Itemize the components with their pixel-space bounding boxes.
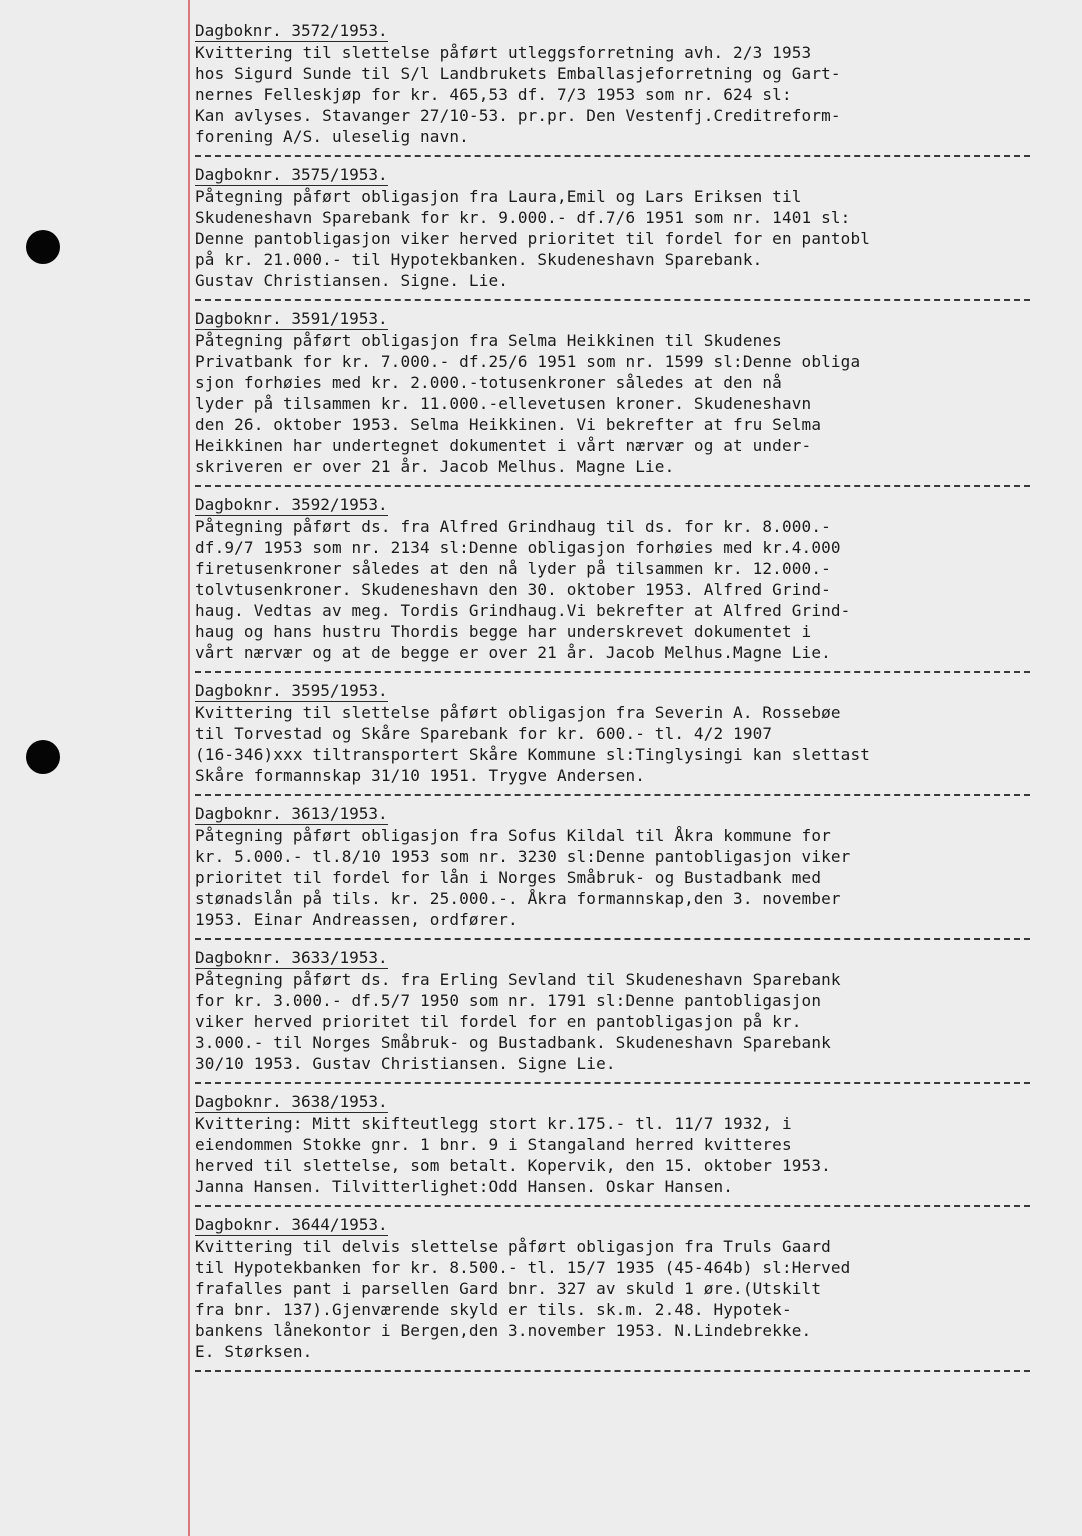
entry-text-line: herved til slettelse, som betalt. Kopervik, den 15. oktober 1953. xyxy=(195,1156,831,1175)
register-entry xyxy=(195,164,1055,308)
entry-separator xyxy=(195,1362,1055,1379)
register-entry xyxy=(195,1214,1055,1379)
entry-heading: Dagboknr. 3591/1953. xyxy=(195,309,388,328)
dashed-divider xyxy=(195,794,1030,796)
entry-separator xyxy=(195,1074,1055,1091)
register-entry xyxy=(195,308,1055,494)
entry-text-line: bankens lånekontor i Bergen,den 3.november 1953. N.Lindebrekke. xyxy=(195,1321,812,1340)
entry-text-line: firetusenkroner således at den nå lyder på tilsammen kr. 12.000.- xyxy=(195,559,831,578)
entry-text-line: Kan avlyses. Stavanger 27/10-53. pr.pr. Den Vestenfj.Creditreform- xyxy=(195,106,841,125)
entry-text-line: til Torvestad og Skåre Sparebank for kr. 600.- tl. 4/2 1907 xyxy=(195,724,773,743)
entry-separator xyxy=(195,786,1055,803)
dashed-divider xyxy=(195,299,1030,301)
entry-text-line: 1953. Einar Andreassen, ordfører. xyxy=(195,910,518,929)
entry-list xyxy=(195,20,1055,1379)
entry-text-line: for kr. 3.000.- df.5/7 1950 som nr. 1791 sl:Denne pantobligasjon xyxy=(195,991,822,1010)
entry-separator xyxy=(195,291,1055,308)
entry-heading: Dagboknr. 3595/1953. xyxy=(195,681,388,700)
entry-text-line: frafalles pant i parsellen Gard bnr. 327 av skuld 1 øre.(Utskilt xyxy=(195,1279,822,1298)
entry-text-line: Janna Hansen. Tilvitterlighet:Odd Hansen. Oskar Hansen. xyxy=(195,1177,734,1196)
entry-text-line: Kvittering til slettelse påført utleggsforretning avh. 2/3 1953 xyxy=(195,43,812,62)
register-entry xyxy=(195,803,1055,947)
entry-text-line: Heikkinen har undertegnet dokumentet i vårt nærvær og at under- xyxy=(195,436,812,455)
entry-text-line: (16-346)xxx tiltransportert Skåre Kommune sl:Tinglysingi kan slettast xyxy=(195,745,871,764)
entry-text-line: vårt nærvær og at de begge er over 21 år. Jacob Melhus.Magne Lie. xyxy=(195,643,831,662)
dashed-divider xyxy=(195,1082,1030,1084)
entry-text-line: haug og hans hustru Thordis begge har underskrevet dokumentet i xyxy=(195,622,812,641)
entry-heading: Dagboknr. 3613/1953. xyxy=(195,804,388,823)
margin-rule xyxy=(188,0,190,1536)
entry-text-line: lyder på tilsammen kr. 11.000.-ellevetusen kroner. Skudeneshavn xyxy=(195,394,812,413)
entry-separator xyxy=(195,1197,1055,1214)
entry-heading: Dagboknr. 3575/1953. xyxy=(195,165,388,184)
entry-text-line: hos Sigurd Sunde til S/l Landbrukets Emballasjeforretning og Gart- xyxy=(195,64,841,83)
entry-text-line: fra bnr. 137).Gjenværende skyld er tils. sk.m. 2.48. Hypotek- xyxy=(195,1300,792,1319)
entry-text-line: Påtegning påført ds. fra Erling Sevland til Skudeneshavn Sparebank xyxy=(195,970,841,989)
entry-text-line: Denne pantobligasjon viker herved prioritet til fordel for en pantobl xyxy=(195,229,871,248)
entry-text-line: tolvtusenkroner. Skudeneshavn den 30. oktober 1953. Alfred Grind- xyxy=(195,580,831,599)
dashed-divider xyxy=(195,671,1030,673)
entry-heading: Dagboknr. 3644/1953. xyxy=(195,1215,388,1234)
entry-text-line: Kvittering til delvis slettelse påført obligasjon fra Truls Gaard xyxy=(195,1237,831,1256)
entry-text-line: Påtegning påført ds. fra Alfred Grindhaug til ds. for kr. 8.000.- xyxy=(195,517,831,536)
dashed-divider xyxy=(195,1370,1030,1372)
punch-hole-bottom xyxy=(26,740,60,774)
entry-heading: Dagboknr. 3638/1953. xyxy=(195,1092,388,1111)
entry-text-line: på kr. 21.000.- til Hypotekbanken. Skudeneshavn Sparebank. xyxy=(195,250,763,269)
entry-text-line: skriveren er over 21 år. Jacob Melhus. Magne Lie. xyxy=(195,457,675,476)
entry-text-line: Påtegning påført obligasjon fra Laura,Emil og Lars Eriksen til xyxy=(195,187,802,206)
entry-separator xyxy=(195,147,1055,164)
dashed-divider xyxy=(195,938,1030,940)
entry-text-line: 30/10 1953. Gustav Christiansen. Signe Lie. xyxy=(195,1054,616,1073)
entry-text-line: eiendommen Stokke gnr. 1 bnr. 9 i Stangaland herred kvitteres xyxy=(195,1135,792,1154)
dashed-divider xyxy=(195,485,1030,487)
entry-heading: Dagboknr. 3572/1953. xyxy=(195,21,388,40)
entry-text-line: haug. Vedtas av meg. Tordis Grindhaug.Vi bekrefter at Alfred Grind- xyxy=(195,601,851,620)
entry-text-line: Skåre formannskap 31/10 1951. Trygve Andersen. xyxy=(195,766,646,785)
entry-heading: Dagboknr. 3592/1953. xyxy=(195,495,388,514)
register-entry xyxy=(195,947,1055,1091)
entry-text-line: Gustav Christiansen. Signe. Lie. xyxy=(195,271,509,290)
entry-text-line: forening A/S. uleselig navn. xyxy=(195,127,469,146)
entry-text-line: Kvittering: Mitt skifteutlegg stort kr.175.- tl. 11/7 1932, i xyxy=(195,1114,792,1133)
entry-heading: Dagboknr. 3633/1953. xyxy=(195,948,388,967)
entry-text-line: sjon forhøies med kr. 2.000.-totusenkroner således at den nå xyxy=(195,373,782,392)
entry-text-line: Privatbank for kr. 7.000.- df.25/6 1951 som nr. 1599 sl:Denne obliga xyxy=(195,352,861,371)
entry-separator xyxy=(195,930,1055,947)
punch-hole-top xyxy=(26,230,60,264)
dashed-divider xyxy=(195,1205,1030,1207)
entry-text-line: Skudeneshavn Sparebank for kr. 9.000.- df.7/6 1951 som nr. 1401 sl: xyxy=(195,208,851,227)
register-entry xyxy=(195,20,1055,164)
register-entry xyxy=(195,494,1055,680)
entry-text-line: E. Størksen. xyxy=(195,1342,313,1361)
entry-text-line: 3.000.- til Norges Småbruk- og Bustadbank. Skudeneshavn Sparebank xyxy=(195,1033,831,1052)
entry-text-line: nernes Felleskjøp for kr. 465,53 df. 7/3 1953 som nr. 624 sl: xyxy=(195,85,792,104)
entry-text-line: viker herved prioritet til fordel for en pantobligasjon på kr. xyxy=(195,1012,802,1031)
entry-text-line: prioritet til fordel for lån i Norges Småbruk- og Bustadbank med xyxy=(195,868,822,887)
entry-separator xyxy=(195,477,1055,494)
entry-text-line: stønadslån på tils. kr. 25.000.-. Åkra formannskap,den 3. november xyxy=(195,889,841,908)
entry-text-line: Kvittering til slettelse påført obligasjon fra Severin A. Rossebøe xyxy=(195,703,841,722)
entry-text-line: til Hypotekbanken for kr. 8.500.- tl. 15/7 1935 (45-464b) sl:Herved xyxy=(195,1258,851,1277)
entry-text-line: kr. 5.000.- tl.8/10 1953 som nr. 3230 sl:Denne pantobligasjon viker xyxy=(195,847,851,866)
entry-separator xyxy=(195,663,1055,680)
register-entry xyxy=(195,1091,1055,1214)
entry-text-line: Påtegning påført obligasjon fra Sofus Kildal til Åkra kommune for xyxy=(195,826,831,845)
dashed-divider xyxy=(195,155,1030,157)
register-entry xyxy=(195,680,1055,803)
entry-text-line: Påtegning påført obligasjon fra Selma Heikkinen til Skudenes xyxy=(195,331,782,350)
entry-text-line: df.9/7 1953 som nr. 2134 sl:Denne obligasjon forhøies med kr.4.000 xyxy=(195,538,841,557)
entry-text-line: den 26. oktober 1953. Selma Heikkinen. Vi bekrefter at fru Selma xyxy=(195,415,822,434)
